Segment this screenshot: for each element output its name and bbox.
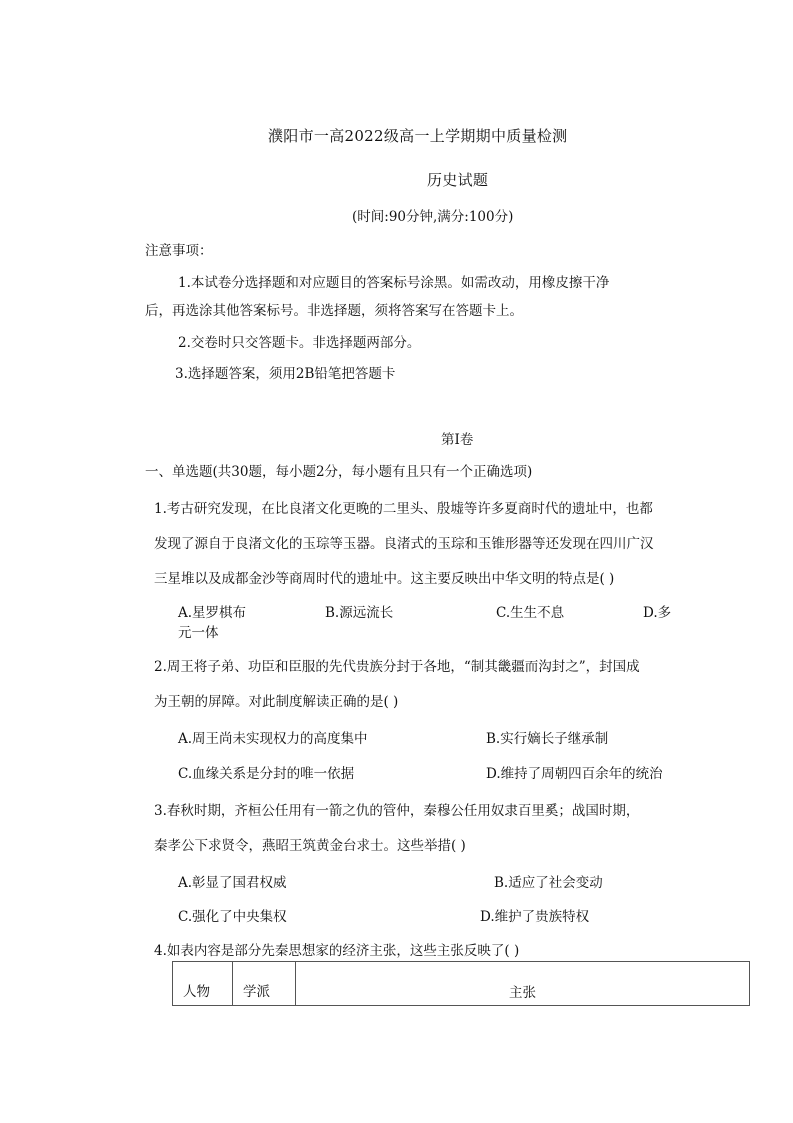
exam-title: 濮阳市一高2022级高一上学期期中质量检测 (268, 127, 568, 145)
q2-stem-line-2: 为王朝的屏障。对此制度解读正确的是( ) (154, 694, 399, 710)
q3-option-a: A.彰显了国君权威 (178, 875, 287, 891)
volume-heading: 第Ⅰ卷 (441, 432, 474, 448)
notice-item-1-line-2: 后，再选涂其他答案标号。非选择题，须将答案写在答题卡上。 (145, 303, 523, 319)
subject-title: 历史试题 (427, 171, 489, 189)
table-header-person: 人物 (173, 962, 233, 1006)
table-header-school: 学派 (233, 962, 296, 1006)
notice-item-1-line-1: 1.本试卷分选择题和对应题目的答案标号涂黑。如需改动，用橡皮擦干净 (178, 275, 610, 291)
q2-option-c: C.血缘关系是分封的唯一依据 (178, 766, 355, 782)
q1-option-a: A.星罗棋布 (178, 605, 247, 621)
q4-stem-line-1: 4.如表内容是部分先秦思想家的经济主张，这些主张反映了( ) (154, 943, 520, 959)
q1-option-d-continued: 元一体 (178, 625, 219, 641)
q3-option-c: C.强化了中央集权 (178, 909, 287, 925)
q3-option-b: B.适应了社会变动 (494, 875, 603, 891)
q3-option-d: D.维护了贵族特权 (480, 909, 590, 925)
q3-stem-line-2: 秦孝公下求贤令，燕昭王筑黄金台求士。这些举措( ) (154, 838, 466, 854)
q4-table (172, 961, 750, 1006)
notice-heading: 注意事项： (145, 243, 213, 259)
part-heading: 一、单选题(共30题，每小题2分，每小题有且只有一个正确选项) (145, 464, 533, 480)
q1-stem-line-3: 三星堆以及成都金沙等商周时代的遗址中。这主要反映出中华文明的特点是( ) (154, 571, 615, 587)
q1-option-c: C.生生不息 (496, 605, 565, 621)
q2-stem-line-1: 2.周王将子弟、功臣和臣服的先代贵族分封于各地，“制其畿疆而沟封之”，封国成 (154, 659, 640, 675)
q2-option-a: A.周王尚未实现权力的高度集中 (178, 731, 368, 747)
notice-item-2: 2.交卷时只交答题卡。非选择题两部分。 (178, 335, 421, 351)
notice-item-3: 3.选择题答案，须用2B铅笔把答题卡 (175, 366, 396, 382)
time-info: (时间:90分钟,满分:100分) (352, 209, 514, 225)
q2-option-d: D.维持了周朝四百余年的统治 (486, 766, 663, 782)
q1-stem-line-1: 1.考古研究发现，在比良渚文化更晚的二里头、殷墟等许多夏商时代的遗址中，也都 (154, 501, 653, 517)
q1-option-b: B.源远流长 (325, 605, 394, 621)
table-header-row (173, 962, 750, 1006)
q1-stem-line-2: 发现了源自于良渚文化的玉琮等玉器。良渚式的玉琮和玉锥形器等还发现在四川广汉 (154, 536, 654, 552)
q2-option-b: B.实行嫡长子继承制 (486, 731, 609, 747)
q3-stem-line-1: 3.春秋时期，齐桓公任用有一箭之仇的管仲，秦穆公任用奴隶百里奚；战国时期， (154, 803, 640, 819)
table-header-proposal: 主张 (296, 962, 750, 1006)
q1-option-d: D.多 (643, 605, 672, 621)
